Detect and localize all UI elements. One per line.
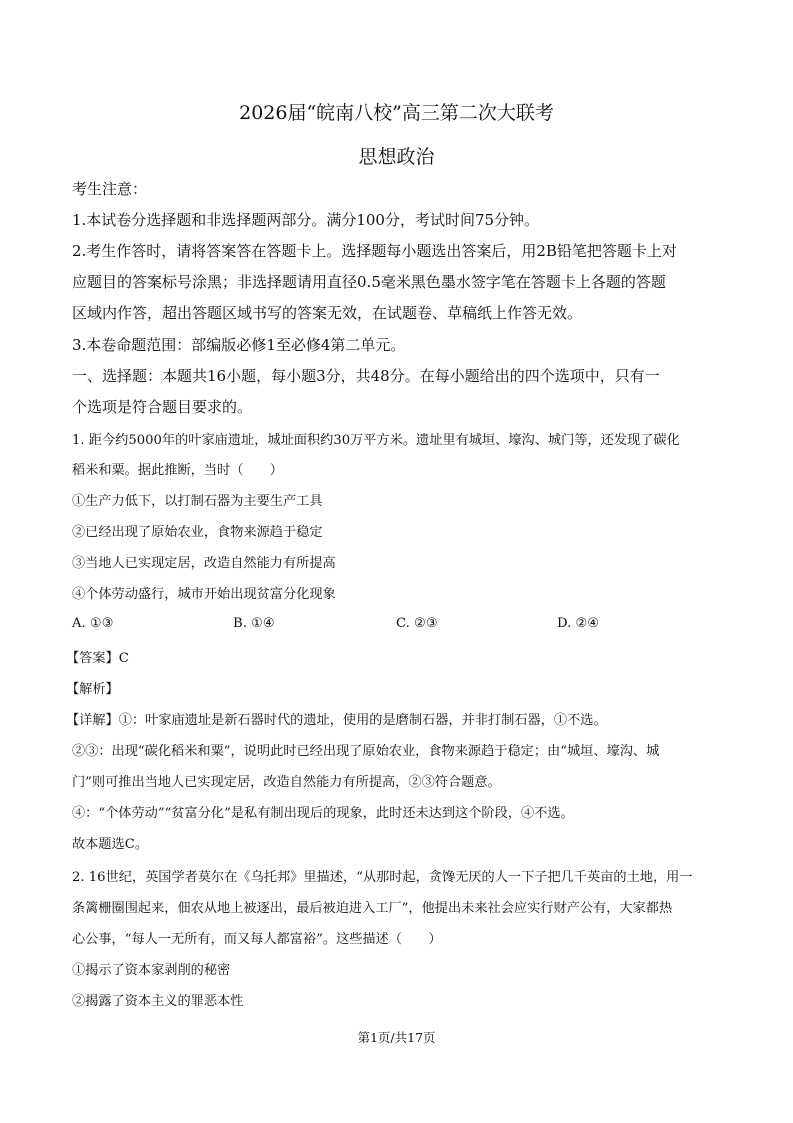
q2-stem: 2. 16世纪，英国学者莫尔在《乌托邦》里描述，“从那时起，贪馋无厌的人一下子把几千英亩的土地，用一: [72, 870, 693, 885]
notice-item: 2.考生作答时，请将答案答在答题卡上。选择题每小题选出答案后，用2B铅笔把答题卡上对: [72, 242, 677, 260]
q1-answer: 【答案】C: [66, 651, 129, 666]
q1-analysis-line: 门”则可推出当地人已实现定居，改造自然能力有所提高，②③符合题意。: [72, 775, 501, 790]
q1-statement: ③当地人已实现定居，改造自然能力有所提高: [72, 556, 336, 571]
q1-option-c[interactable]: C. ②③: [396, 616, 438, 631]
q2-stem: 心公事，“每人一无所有，而又每人都富裕”。这些描述（ ）: [72, 932, 442, 947]
q1-analysis-line: ②③：出现“碳化稻米和粟”，说明此时已经出现了原始农业，食物来源趋于稳定；由“城垣、壕沟、城: [72, 744, 660, 759]
exam-title: 2026届“皖南八校”高三第二次大联考: [239, 102, 554, 124]
q1-analysis-heading: 【解析】: [66, 682, 119, 697]
q1-option-a[interactable]: A. ①③: [72, 616, 114, 631]
notice-item: 应题目的答案标号涂黑；非选择题请用直径0.5毫米黑色墨水签字笔在答题卡上各题的答题: [72, 273, 666, 291]
q1-option-d[interactable]: D. ②④: [557, 616, 600, 631]
subject-title: 思想政治: [358, 146, 435, 168]
q2-statement: ①揭示了资本家剥削的秘密: [72, 963, 231, 978]
q1-analysis-line: 故本题选C。: [72, 837, 149, 852]
section-heading: 个选项是符合题目要求的。: [72, 398, 253, 416]
q1-analysis-line: ④：“个体劳动”“贫富分化”是私有制出现后的现象，此时还未达到这个阶段，④不选。: [72, 806, 574, 821]
notice-item: 3.本卷命题范围：部编版必修1至必修4第二单元。: [72, 336, 406, 354]
notice-item: 1.本试卷分选择题和非选择题两部分。满分100分，考试时间75分钟。: [72, 211, 540, 229]
q1-stem: 稻米和粟。据此推断，当时（ ）: [72, 463, 283, 478]
notice-item: 区域内作答，超出答题区域书写的答案无效，在试题卷、草稿纸上作答无效。: [72, 304, 583, 322]
q1-analysis-line: 【详解】①：叶家庙遗址是新石器时代的遗址，使用的是磨制石器，并非打制石器，①不选。: [66, 713, 607, 728]
page-number: 第1页/共17页: [357, 1030, 436, 1045]
q1-option-b[interactable]: B. ①④: [233, 616, 275, 631]
q2-statement: ②揭露了资本主义的罪恶本性: [72, 994, 244, 1009]
q1-statement: ②已经出现了原始农业，食物来源趋于稳定: [72, 525, 323, 540]
q2-stem: 条篱栅圈围起来，佃农从地上被逐出，最后被迫进入工厂”，他提出未来社会应实行财产公有，大家都热: [72, 901, 673, 916]
q1-statement: ④个体劳动盛行，城市开始出现贫富分化现象: [72, 587, 336, 602]
section-heading: 一、选择题：本题共16小题，每小题3分，共48分。在每小题给出的四个选项中，只有一: [72, 367, 660, 385]
q1-statement: ①生产力低下，以打制石器为主要生产工具: [72, 494, 323, 509]
notice-heading: 考生注意：: [72, 180, 148, 198]
q1-stem: 1. 距今约5000年的叶家庙遗址，城址面积约30万平方米。遗址里有城垣、壕沟、城门等，还发现了碳化: [72, 433, 680, 448]
